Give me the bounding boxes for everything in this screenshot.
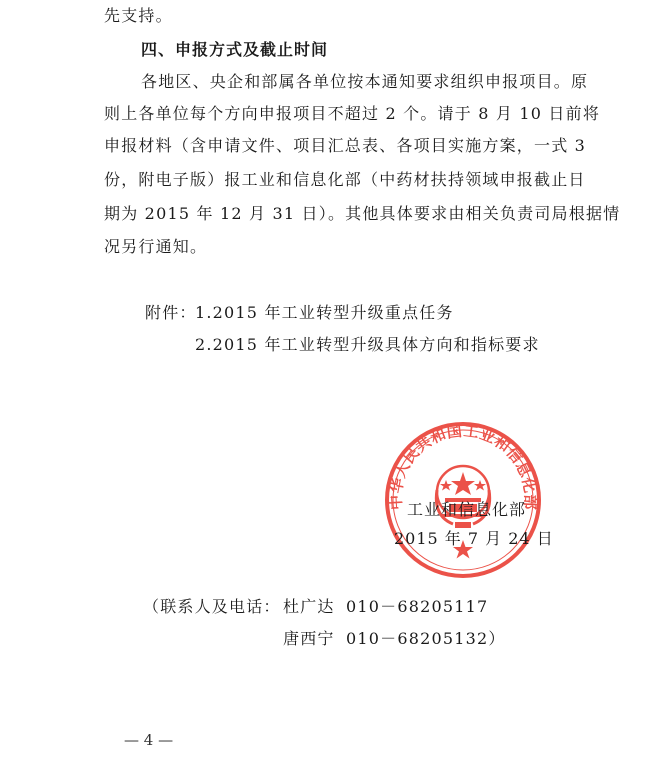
- signature-org: 工业和信息化部: [407, 500, 527, 519]
- contact-name-2: 唐西宁: [283, 629, 335, 648]
- contact-name-1: 杜广达: [283, 597, 335, 616]
- continued-text: 先支持。: [104, 6, 173, 25]
- attachment-item-1: 1.2015 年工业转型升级重点任务: [195, 303, 454, 322]
- contact-label: （联系人及电话：: [143, 597, 281, 616]
- paragraph-line-3: 申报材料（含申请文件、项目汇总表、各项目实施方案，一式 3: [104, 136, 587, 155]
- paragraph-line-5: 期为 2015 年 12 月 31 日）。其他具体要求由相关负责司局根据情: [104, 204, 621, 223]
- attachment-item-2: 2.2015 年工业转型升级具体方向和指标要求: [195, 335, 540, 354]
- page-number: — 4 —: [124, 731, 174, 749]
- paragraph-line-4: 份，附电子版）报工业和信息化部（中药材扶持领域申报截止日: [104, 170, 586, 189]
- section-heading: 四、申报方式及截止时间: [141, 40, 329, 59]
- attachments-label: 附件：: [145, 303, 197, 322]
- seal-lettering: 中华人民共和国工业和信息化部: [386, 421, 540, 511]
- signature-date: 2015 年 7 月 24 日: [394, 529, 554, 548]
- contact-phone-1: 010－68205117: [346, 597, 489, 616]
- paragraph-line-2: 则上各单位每个方向申报项目不超过 2 个。请于 8 月 10 日前将: [104, 104, 601, 123]
- paragraph-line-1: 各地区、央企和部属各单位按本通知要求组织申报项目。原: [141, 72, 589, 91]
- paragraph-line-6: 况另行通知。: [104, 237, 208, 256]
- contact-phone-2: 010－68205132）: [346, 629, 506, 648]
